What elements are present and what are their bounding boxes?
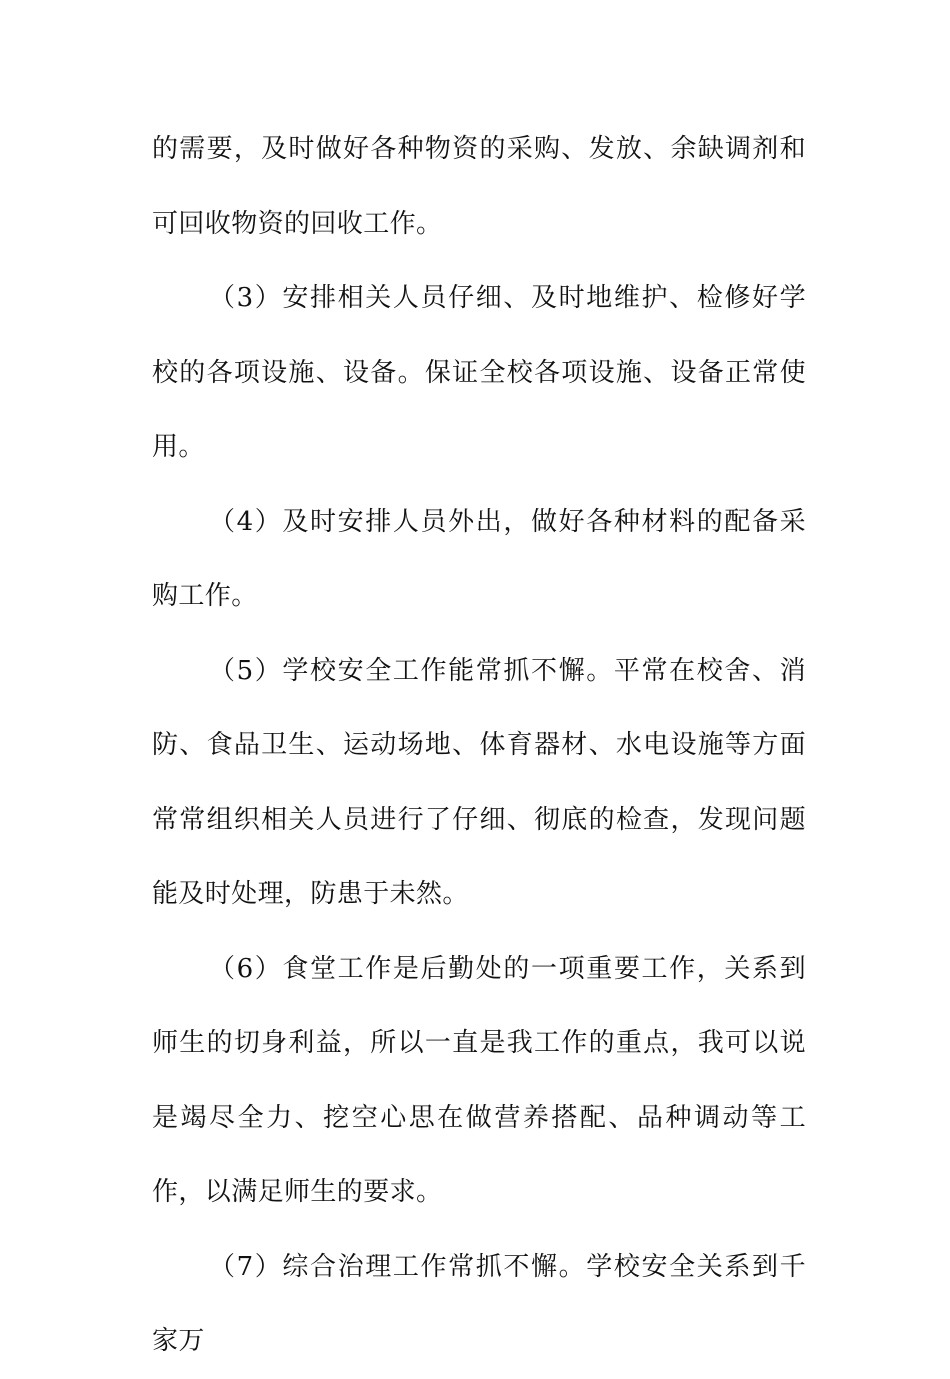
paragraph-item-5: （5）学校安全工作能常抓不懈。平常在校舍、消防、食品卫生、运动场地、体育器材、水电设施等方面常常组织相关人员进行了仔细、彻底的检查，发现问题能及时处理，防患于未然。 bbox=[152, 655, 806, 909]
paragraph-continuation: 的需要，及时做好各种物资的采购、发放、余缺调剂和可回收物资的回收工作。 bbox=[152, 134, 806, 239]
paragraph-item-3: （3）安排相关人员仔细、及时地维护、检修好学校的各项设施、设备。保证全校各项设施、设备正常使用。 bbox=[152, 283, 806, 462]
paragraph-item-6: （6）食堂工作是后勤处的一项重要工作，关系到师生的切身利益，所以一直是我工作的重点，我可以说是竭尽全力、挖空心思在做营养搭配、品种调动等工作，以满足师生的要求。 bbox=[152, 953, 806, 1207]
document-body bbox=[152, 112, 806, 1379]
paragraph-item-4: （4）及时安排人员外出，做好各种材料的配备采购工作。 bbox=[152, 506, 806, 611]
paragraph-item-7: （7）综合治理工作常抓不懈。学校安全关系到千家万 bbox=[152, 1251, 806, 1356]
